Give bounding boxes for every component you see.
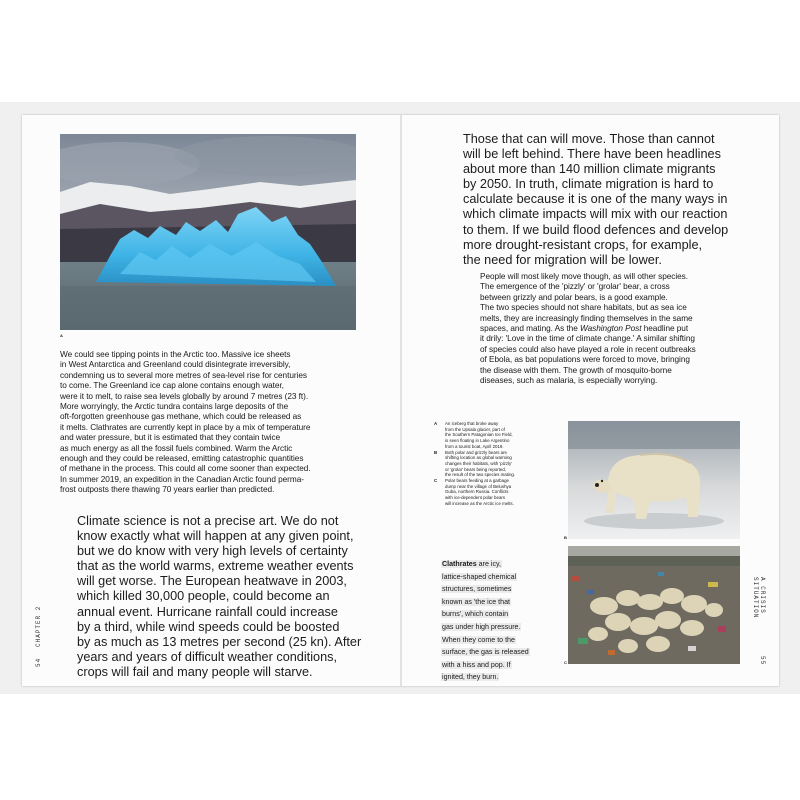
gloss-text: gas under high pressure. (442, 622, 521, 631)
caption-letter: C (434, 478, 438, 484)
body-line: as much energy as all the fossil fuels combined. Warm the Arctic (60, 443, 293, 453)
large-text-line: years and years of difficult weather conditions, (77, 649, 338, 664)
gloss-line (441, 659, 530, 672)
gloss-line (441, 558, 530, 571)
caption-line: with ice-dependent polar bears (445, 495, 506, 501)
large-text-line: by as much as 13 metres per second (25 kn). After (77, 634, 362, 649)
gloss-line (441, 634, 530, 647)
body-line (480, 272, 696, 282)
body-line (480, 314, 696, 324)
gloss-text: When they come to the (442, 635, 515, 644)
gloss-term: Clathrates (442, 560, 477, 568)
book-gutter (400, 115, 402, 686)
caption-line: Both polar and grizzly bears are (445, 449, 507, 455)
caption-line: shifting location as global warming (445, 455, 512, 461)
body-line: of methane in the process. This could all come sooner than expected. (60, 464, 311, 474)
caption-line: An iceberg that broke away (445, 421, 499, 426)
body-line (480, 376, 696, 386)
caption-letter: B (434, 449, 438, 455)
body-line: frost outposts there thawing 70 years earlier than predicted. (60, 485, 275, 495)
gloss-line (441, 583, 530, 596)
left-body-text (60, 350, 311, 496)
right-page-number: 55 (759, 656, 766, 666)
left-large-text (77, 514, 361, 680)
body-line: were it to melt, to raise sea levels globally by around 7 metres (23 ft). (60, 391, 309, 401)
large-text-line: but we do know with very high levels of certainty (77, 544, 348, 559)
body-line-text: diseases, such as malaria, is especially worrying. (480, 376, 658, 386)
garbage-dump-photo (568, 546, 740, 664)
caption-line: from a tourist boat, April 2019. (445, 443, 504, 449)
large-text-line: the need for migration will be lower. (463, 252, 662, 267)
large-text-line: about more than 140 million climate migrants (463, 162, 716, 177)
body-line: In summer 2019, an expedition in the Canadian Arctic found perma- (60, 474, 304, 484)
image-label-c: C (564, 660, 567, 665)
caption-line: Polar bears feeding at a garbage (445, 478, 509, 484)
caption-line: from the Upsala glacier, part of (445, 426, 505, 432)
large-text-line: calculate because it is one of the many ways in (463, 192, 728, 207)
caption (434, 421, 550, 450)
body-line (480, 355, 696, 365)
left-running-head: CHAPTER 2 (35, 605, 42, 647)
gloss-line (441, 596, 530, 609)
gloss-highlight (441, 560, 502, 568)
body-line-text: it drily: 'Love in the time of climate change.' A similar shifting (480, 334, 695, 344)
large-text-line: which killed 30,000 people, could become an (77, 589, 330, 604)
left-page-number: 54 (35, 657, 42, 667)
large-text-line: will be left behind. There have been headlines (463, 147, 721, 162)
large-text-line: Those that can will move. Those than cannot (463, 132, 715, 146)
body-line: oft-forgotten greenhouse gas methane, which could be released as (60, 412, 302, 422)
captions (434, 421, 550, 507)
gloss-text: known as 'the ice that (442, 597, 510, 606)
body-line-text: the disease with them. The growth of mosquito-borne (480, 365, 672, 375)
body-line: More worryingly, the Arctic tundra contains large deposits of the (60, 402, 289, 412)
right-body-text (480, 272, 696, 386)
body-line: We could see tipping points in the Arctic too. Massive ice sheets (60, 350, 291, 359)
gloss-text: structures, sometimes (442, 585, 512, 594)
caption (434, 450, 550, 479)
gloss-text: ignited, they burn. (442, 673, 499, 682)
caption-line: or 'grolar' bears being reported, (445, 466, 506, 472)
large-text-line: crops will fail and many people will starve. (77, 664, 313, 679)
body-line (480, 303, 696, 313)
large-text-line: that as the world warms, extreme weather events (77, 559, 354, 574)
body-line-text: between grizzly and polar bears, is a good example. (480, 292, 668, 302)
right-running-head: A CRISIS SITUATION (752, 577, 766, 619)
body-line-text: People will most likely move though, as will other species. (480, 272, 688, 281)
caption (434, 478, 550, 507)
large-text-line: by a third, while wind speeds could be boosted (77, 619, 340, 634)
clathrates-glossary (441, 558, 530, 684)
large-text-line: to them. If we build flood defences and develop (463, 222, 729, 237)
body-line (480, 334, 696, 344)
large-text-line: by 2050. In truth, climate migration is hard to (463, 177, 714, 192)
gloss-text: burns', which contain (442, 610, 509, 619)
caption-line: will increase as the Arctic ice melts. (445, 500, 514, 506)
polar-bear-photo (568, 421, 740, 539)
body-line (480, 293, 696, 303)
body-line: enough and they could be released, emitting catastrophic quantities (60, 454, 304, 464)
body-line-text: spaces, and mating. As the (480, 324, 581, 334)
gloss-text: with a hiss and pop. If (442, 660, 511, 669)
publication-name: Washington Post (580, 324, 642, 334)
body-line: in West Antarctica and Greenland could disintegrate irreversibly, (60, 360, 291, 370)
body-line (480, 366, 696, 376)
gloss-text: lattice-shaped chemical (442, 572, 517, 581)
caption-line: changes their habitats, with 'pizzly' (445, 460, 513, 466)
image-label-a: A (60, 333, 63, 338)
iceberg-photo (60, 134, 356, 330)
large-text-line: annual event. Hurricane rainfall could increase (77, 604, 338, 619)
gloss-line (441, 671, 530, 684)
large-text-line: know exactly what will happen at any given point, (77, 529, 354, 544)
body-line-text: melts, they are increasingly finding themselves in the same (480, 313, 693, 323)
body-line (480, 345, 696, 355)
right-large-text (463, 132, 728, 268)
gloss-line (441, 621, 530, 634)
body-line-text: The emergence of the 'pizzly' or 'grolar' bear, a cross (480, 282, 670, 292)
body-line (480, 282, 696, 292)
body-line-text: of Ebola, as bat populations were forced to move, bringing (480, 355, 690, 365)
gloss-text: surface, the gas is released (442, 648, 529, 657)
large-text-line: which climate impacts will mix with our reaction (463, 207, 728, 222)
caption-line: the Southern Patagonian Ice Field, (445, 432, 513, 438)
gloss-line (441, 646, 530, 659)
caption-line: Guba, northern Russia. Conflicts (445, 489, 509, 495)
body-line-text: The two species should not share habitats, but as sea ice (480, 303, 687, 313)
large-text-line: Climate science is not a precise art. We do not (77, 514, 339, 528)
gloss-text: are icy, (476, 560, 502, 568)
large-text-line: will get worse. The European heatwave in 2003, (77, 574, 347, 589)
caption-line: dump near the village of Belushya (445, 483, 512, 489)
body-line: and water pressure, but it is estimated that they contain twice (60, 433, 281, 443)
caption-line: is seen floating in Lake Argentino (445, 438, 510, 444)
gloss-line (441, 608, 530, 621)
body-line: it melts. Clathrates are currently kept in place by a mix of temperature (60, 422, 311, 432)
body-line: condemning us to several more metres of sea-level rise for centuries (60, 370, 307, 380)
body-line-text: headline put (641, 324, 689, 334)
caption-line: the result of the two species mating. (445, 472, 516, 478)
body-line (480, 324, 696, 334)
large-text-line: more drought-resistant crops, for example, (463, 237, 703, 252)
gloss-line (441, 571, 530, 584)
image-label-b: B (564, 535, 567, 540)
body-line: to come. The Greenland ice cap alone contains enough water, (60, 381, 284, 391)
caption-letter: A (434, 421, 438, 426)
body-line-text: of species could also have played a role in recent outbreaks (480, 344, 696, 354)
